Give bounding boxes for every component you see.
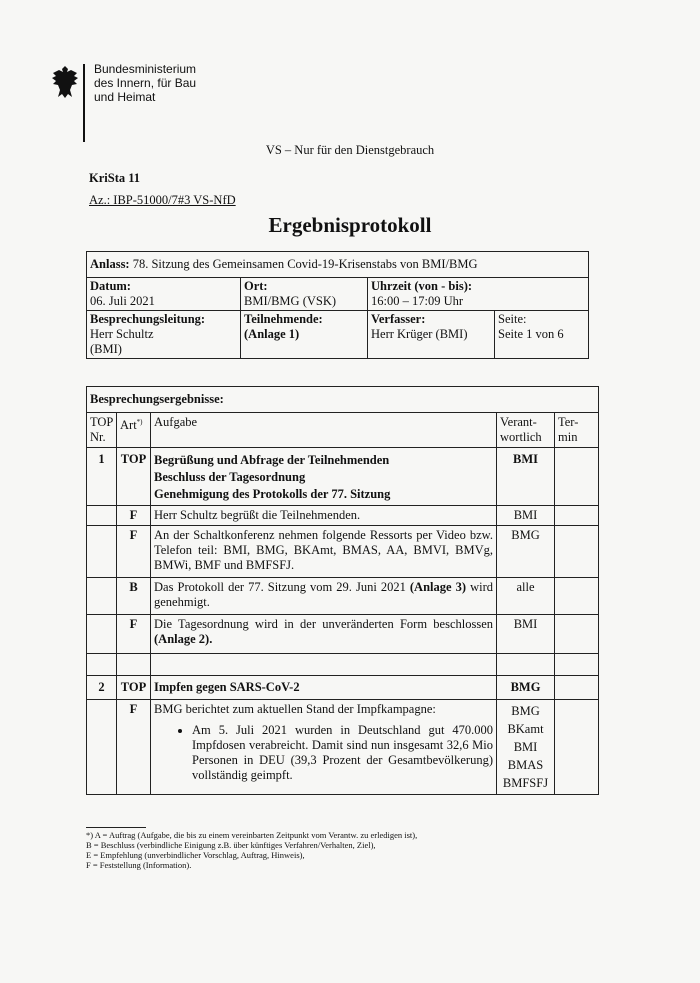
meta-table xyxy=(86,251,589,359)
table-row: F BMG berichtet zum aktuellen Stand der Impfkampagne: • Am 5. Juli 2021 wurden in Deutschland gut 470.000 Impfdosen verabreicht. Damit sind nun insgesamt 32,6 Mio Personen in DEU (39,3 Prozent der Gesamtbevölkerung) vollständig geimpft. BMG BKamt BMI BMAS BMFSFJ xyxy=(87,700,599,795)
spacer-row xyxy=(87,654,599,676)
results-table xyxy=(86,386,599,795)
table-row: F Die Tagesordnung wird in der unveränderten Form beschlossen (Anlage 2). BMI xyxy=(87,615,599,654)
table-row: 2 TOP Impfen gegen SARS-CoV-2 BMG xyxy=(87,676,599,700)
ort-cell: Ort: BMI/BMG (VSK) xyxy=(241,278,368,311)
uhrzeit-cell: Uhrzeit (von - bis): 16:00 – 17:09 Uhr xyxy=(368,278,589,311)
table-row: 1 TOP Begrüßung und Abfrage der Teilnehmenden Beschluss der Tagesordnung Genehmigung des Protokolls der 77. Sitzung BMI xyxy=(87,448,599,506)
aktenzeichen: Az.: IBP-51000/7#3 VS-NfD xyxy=(89,193,236,207)
seite-cell: Seite: Seite 1 von 6 xyxy=(495,311,589,359)
list-item: • Am 5. Juli 2021 wurden in Deutschland gut 470.000 Impfdosen verabreicht. Damit sind nun insgesamt 32,6 Mio Personen in DEU (39,3 Prozent der Gesamtbevölkerung) vollständig geimpft. xyxy=(192,723,493,783)
anlass-cell: Anlass: 78. Sitzung des Gemeinsamen Covid-19-Krisenstabs von BMI/BMG xyxy=(87,252,589,278)
document-title: Ergebnisprotokoll xyxy=(268,213,432,237)
logo-divider xyxy=(83,64,85,142)
classification-label: VS – Nur für den Dienstgebrauch xyxy=(265,143,435,157)
results-header-row xyxy=(87,413,599,448)
results-heading: Besprechungsergebnisse: xyxy=(87,387,599,413)
federal-eagle-icon xyxy=(50,64,80,102)
footnote: *) A = Auftrag (Aufgabe, die bis zu einem vereinbarten Zeitpunkt vom Verantw. zu erledigen ist), B = Beschluss (verbindliche Einigung z.B. über künftiges Verfahren/Verhalten, Ziel), E = Empfehlung (unverbindlicher Vorschlag, Auftrag, Hinweis), F = Feststellung (Information). xyxy=(86,827,586,870)
col-aufgabe: Aufgabe xyxy=(151,413,497,448)
table-row: F Herr Schultz begrüßt die Teilnehmenden. BMI xyxy=(87,506,599,526)
col-termin: Ter- min xyxy=(555,413,599,448)
krista-label: KriSta 11 xyxy=(89,171,141,185)
table-row: F An der Schaltkonferenz nehmen folgende Ressorts per Video bzw. Telefon teil: BMI, BMG, BKAmt, BMAS, AA, BMVI, BMVg, BMWi, BMF und BMFSFJ. BMG xyxy=(87,526,599,578)
ministry-logo xyxy=(50,62,350,152)
footnote-rule xyxy=(86,827,146,828)
col-verantwortlich: Verant- wortlich xyxy=(497,413,555,448)
col-top: TOP Nr. xyxy=(87,413,117,448)
leitung-cell: Besprechungsleitung: Herr Schultz (BMI) xyxy=(87,311,241,359)
table-row: B Das Protokoll der 77. Sitzung vom 29. Juni 2021 (Anlage 3) wird genehmigt. alle xyxy=(87,578,599,615)
col-art: Art*) xyxy=(117,413,151,448)
ministry-name: Bundesministerium des Innern, für Bau und Heimat xyxy=(94,62,197,104)
bullet-list xyxy=(154,723,493,783)
teilnehmende-cell: Teilnehmende: (Anlage 1) xyxy=(241,311,368,359)
datum-cell: Datum: 06. Juli 2021 xyxy=(87,278,241,311)
verfasser-cell: Verfasser: Herr Krüger (BMI) xyxy=(368,311,495,359)
